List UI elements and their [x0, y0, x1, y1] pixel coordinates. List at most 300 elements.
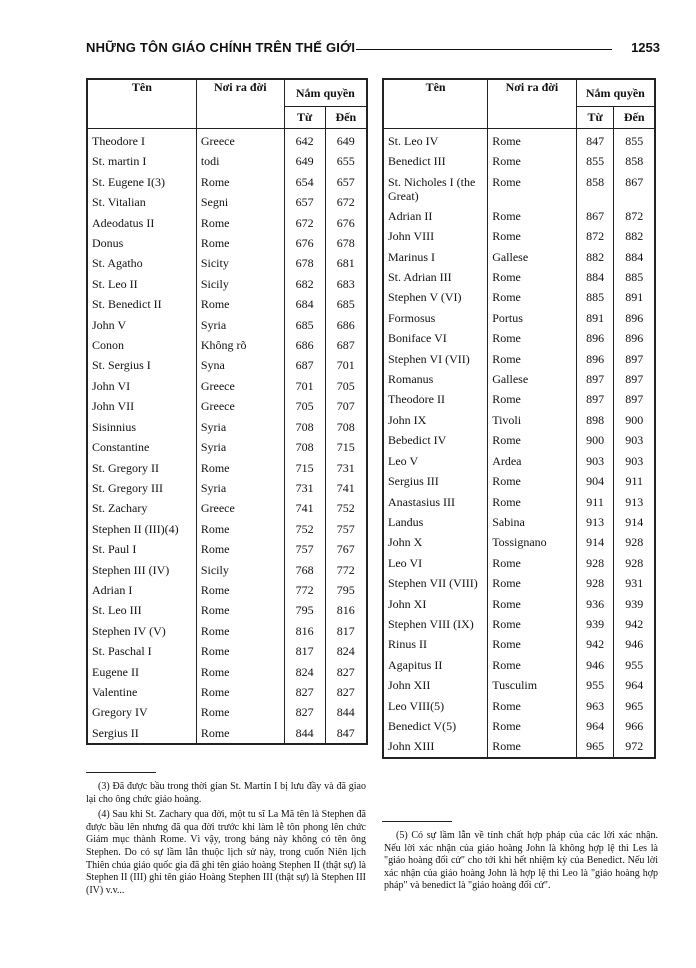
reign-to: 972 — [614, 736, 655, 757]
reign-from: 955 — [576, 675, 614, 695]
reign-to: 903 — [614, 451, 655, 471]
birthplace: Rome — [488, 716, 577, 736]
table-row — [87, 355, 367, 375]
reign-to: 683 — [325, 274, 367, 294]
reign-from: 904 — [576, 471, 614, 491]
birthplace: Rome — [488, 151, 577, 171]
reign-from: 687 — [284, 355, 325, 375]
table-row — [383, 410, 655, 430]
reign-to: 687 — [325, 335, 367, 355]
pope-name: John XII — [383, 675, 488, 695]
reign-to: 772 — [325, 560, 367, 580]
table-row — [87, 129, 367, 152]
birthplace: Sicity — [196, 253, 284, 273]
table-row — [87, 682, 367, 702]
birthplace: Rome — [488, 172, 577, 206]
birthplace: Rome — [196, 213, 284, 233]
footnotes-right — [384, 830, 658, 896]
table-row — [87, 519, 367, 539]
pope-name: Leo VIII(5) — [383, 696, 488, 716]
reign-from: 686 — [284, 335, 325, 355]
table-row — [87, 294, 367, 314]
birthplace: Rome — [488, 736, 577, 757]
reign-to: 767 — [325, 539, 367, 559]
table-row — [87, 539, 367, 559]
reign-to: 928 — [614, 532, 655, 552]
pope-name: Anastasius III — [383, 492, 488, 512]
birthplace: Gallese — [488, 369, 577, 389]
reign-to: 897 — [614, 369, 655, 389]
reign-from: 741 — [284, 498, 325, 518]
table-row — [383, 328, 655, 348]
reign-from: 827 — [284, 702, 325, 722]
reign-from: 936 — [576, 594, 614, 614]
pope-name: Adrian I — [87, 580, 196, 600]
pope-name: John XIII — [383, 736, 488, 757]
reign-to: 855 — [614, 129, 655, 152]
pope-name: Agapitus II — [383, 655, 488, 675]
table-row — [87, 396, 367, 416]
reign-from: 964 — [576, 716, 614, 736]
reign-from: 928 — [576, 553, 614, 573]
reign-from: 768 — [284, 560, 325, 580]
table-row — [87, 458, 367, 478]
reign-from: 657 — [284, 192, 325, 212]
pope-name: Stephen II (III)(4) — [87, 519, 196, 539]
reign-to: 681 — [325, 253, 367, 273]
birthplace: Rome — [196, 682, 284, 702]
col-header-name: Tên — [87, 79, 196, 129]
table-row — [383, 430, 655, 450]
pope-name: Sergius II — [87, 723, 196, 744]
table-row — [383, 512, 655, 532]
birthplace: Sabina — [488, 512, 577, 532]
reign-from: 827 — [284, 682, 325, 702]
running-header — [86, 40, 660, 60]
pope-name: Formosus — [383, 308, 488, 328]
pope-name: John XI — [383, 594, 488, 614]
reign-from: 928 — [576, 573, 614, 593]
pope-name: Stephen IV (V) — [87, 621, 196, 641]
birthplace: Rome — [488, 553, 577, 573]
table-row — [383, 634, 655, 654]
birthplace: Rome — [488, 614, 577, 634]
reign-to: 752 — [325, 498, 367, 518]
reign-to: 900 — [614, 410, 655, 430]
pope-name: St. Leo IV — [383, 129, 488, 152]
birthplace: Rome — [488, 226, 577, 246]
reign-to: 942 — [614, 614, 655, 634]
header-rule — [356, 49, 612, 50]
table-row — [383, 675, 655, 695]
pope-name: Stephen VII (VIII) — [383, 573, 488, 593]
birthplace: Rome — [488, 287, 577, 307]
pope-name: Donus — [87, 233, 196, 253]
reign-to: 896 — [614, 328, 655, 348]
birthplace: todi — [196, 151, 284, 171]
reign-to: 757 — [325, 519, 367, 539]
reign-to: 939 — [614, 594, 655, 614]
pope-name: St. Sergius I — [87, 355, 196, 375]
pope-name: St. Paschal I — [87, 641, 196, 661]
table-row — [87, 662, 367, 682]
pope-name: St. Nicholes I (the Great) — [383, 172, 488, 206]
reign-to: 649 — [325, 129, 367, 152]
birthplace: Rome — [196, 294, 284, 314]
table-row — [383, 151, 655, 171]
birthplace: Sicily — [196, 274, 284, 294]
reign-from: 867 — [576, 206, 614, 226]
reign-from: 882 — [576, 247, 614, 267]
table-row — [383, 716, 655, 736]
reign-from: 642 — [284, 129, 325, 152]
birthplace: Rome — [196, 172, 284, 192]
reign-to: 685 — [325, 294, 367, 314]
reign-from: 817 — [284, 641, 325, 661]
pope-name: Sisinnius — [87, 417, 196, 437]
reign-from: 965 — [576, 736, 614, 757]
table-row — [87, 253, 367, 273]
birthplace: Greece — [196, 129, 284, 152]
reign-to: 882 — [614, 226, 655, 246]
table-row — [87, 560, 367, 580]
pope-name: Rinus II — [383, 634, 488, 654]
pope-name: Adrian II — [383, 206, 488, 226]
birthplace: Rome — [488, 471, 577, 491]
pope-name: Landus — [383, 512, 488, 532]
reign-to: 657 — [325, 172, 367, 192]
reign-to: 955 — [614, 655, 655, 675]
reign-to: 707 — [325, 396, 367, 416]
birthplace: Không rõ — [196, 335, 284, 355]
birthplace: Rome — [196, 233, 284, 253]
birthplace: Rome — [196, 621, 284, 641]
table-row — [383, 451, 655, 471]
pope-name: Stephen V (VI) — [383, 287, 488, 307]
pope-name: Bebedict IV — [383, 430, 488, 450]
pope-name: Leo VI — [383, 553, 488, 573]
reign-to: 885 — [614, 267, 655, 287]
reign-from: 897 — [576, 369, 614, 389]
reign-from: 884 — [576, 267, 614, 287]
col-header-reign: Nắm quyền — [576, 79, 655, 107]
col-header-from: Từ — [284, 107, 325, 129]
pope-name: St. Adrian III — [383, 267, 488, 287]
pope-name: Gregory IV — [87, 702, 196, 722]
reign-from: 913 — [576, 512, 614, 532]
reign-from: 824 — [284, 662, 325, 682]
reign-from: 682 — [284, 274, 325, 294]
pope-name: Boniface VI — [383, 328, 488, 348]
reign-to: 884 — [614, 247, 655, 267]
page-number: 1253 — [631, 40, 660, 55]
reign-to: 966 — [614, 716, 655, 736]
col-header-to: Đến — [325, 107, 367, 129]
pope-name: Sergius III — [383, 471, 488, 491]
birthplace: Syna — [196, 355, 284, 375]
pope-name: Stephen VIII (IX) — [383, 614, 488, 634]
table-row — [87, 192, 367, 212]
reign-from: 731 — [284, 478, 325, 498]
reign-from: 844 — [284, 723, 325, 744]
birthplace: Rome — [488, 129, 577, 152]
birthplace: Rome — [196, 539, 284, 559]
footnotes-left — [86, 781, 366, 900]
reign-from: 896 — [576, 328, 614, 348]
reign-to: 891 — [614, 287, 655, 307]
reign-to: 708 — [325, 417, 367, 437]
pope-name: Eugene II — [87, 662, 196, 682]
table-row — [87, 478, 367, 498]
reign-to: 964 — [614, 675, 655, 695]
birthplace: Greece — [196, 376, 284, 396]
pope-name: Stephen III (IV) — [87, 560, 196, 580]
table-row — [383, 471, 655, 491]
reign-from: 858 — [576, 172, 614, 206]
reign-to: 817 — [325, 621, 367, 641]
reign-from: 757 — [284, 539, 325, 559]
table-row — [383, 349, 655, 369]
table-row — [383, 553, 655, 573]
reign-from: 649 — [284, 151, 325, 171]
pope-name: John VI — [87, 376, 196, 396]
reign-from: 752 — [284, 519, 325, 539]
reign-to: 731 — [325, 458, 367, 478]
reign-from: 676 — [284, 233, 325, 253]
footnote-rule — [382, 821, 452, 822]
birthplace: Rome — [196, 662, 284, 682]
table-row — [87, 641, 367, 661]
table-row — [383, 573, 655, 593]
reign-to: 705 — [325, 376, 367, 396]
pope-name: Theodore II — [383, 389, 488, 409]
table-row — [87, 723, 367, 744]
pope-name: Marinus I — [383, 247, 488, 267]
pope-name: John X — [383, 532, 488, 552]
birthplace: Portus — [488, 308, 577, 328]
reign-to: 827 — [325, 662, 367, 682]
reign-to: 816 — [325, 600, 367, 620]
reign-to: 914 — [614, 512, 655, 532]
pope-name: St. Gregory II — [87, 458, 196, 478]
birthplace: Rome — [488, 267, 577, 287]
col-header-reign: Nắm quyền — [284, 79, 367, 107]
table-row — [383, 172, 655, 206]
birthplace: Rome — [196, 519, 284, 539]
birthplace: Greece — [196, 396, 284, 416]
reign-from: 715 — [284, 458, 325, 478]
birthplace: Rome — [488, 328, 577, 348]
birthplace: Greece — [196, 498, 284, 518]
table-row — [383, 696, 655, 716]
table-row — [383, 594, 655, 614]
birthplace: Tossignano — [488, 532, 577, 552]
table-row — [383, 492, 655, 512]
reign-to: 911 — [614, 471, 655, 491]
birthplace: Syria — [196, 437, 284, 457]
birthplace: Rome — [196, 702, 284, 722]
table-row — [383, 389, 655, 409]
reign-from: 898 — [576, 410, 614, 430]
pope-name: St. Benedict II — [87, 294, 196, 314]
reign-from: 684 — [284, 294, 325, 314]
reign-to: 867 — [614, 172, 655, 206]
reign-to: 946 — [614, 634, 655, 654]
birthplace: Rome — [488, 655, 577, 675]
pope-name: St. Agatho — [87, 253, 196, 273]
pope-name: St. Leo II — [87, 274, 196, 294]
birthplace: Rome — [488, 634, 577, 654]
reign-from: 885 — [576, 287, 614, 307]
pope-name: St. Leo III — [87, 600, 196, 620]
birthplace: Tusculim — [488, 675, 577, 695]
reign-to: 858 — [614, 151, 655, 171]
birthplace: Rome — [196, 580, 284, 600]
birthplace: Rome — [488, 594, 577, 614]
col-header-origin: Nơi ra đời — [488, 79, 577, 129]
reign-to: 913 — [614, 492, 655, 512]
birthplace: Rome — [488, 206, 577, 226]
table-row — [383, 247, 655, 267]
birthplace: Sicily — [196, 560, 284, 580]
table-row — [87, 172, 367, 192]
reign-from: 708 — [284, 437, 325, 457]
birthplace: Syria — [196, 478, 284, 498]
reign-from: 847 — [576, 129, 614, 152]
reign-to: 931 — [614, 573, 655, 593]
table-row — [87, 274, 367, 294]
reign-to: 844 — [325, 702, 367, 722]
reign-to: 896 — [614, 308, 655, 328]
pope-name: Conon — [87, 335, 196, 355]
birthplace: Segni — [196, 192, 284, 212]
reign-from: 795 — [284, 600, 325, 620]
footnote: (5) Có sự lầm lẫn về tính chất hợp pháp của các lời xác nhận. Nếu lời xác nhận của giáo hoàng John là không hợp lệ thì Les là "giáo hoàng đối cử" cho tới khi hết nhiệm kỳ của Benedict. Nếu lời xác nhận của giáo hoàng John là hợp lệ thì Leo là "giáo hoàng hợp pháp" và benedict là "giáo hoàng đối cử". — [384, 830, 658, 892]
reign-to: 672 — [325, 192, 367, 212]
reign-from: 900 — [576, 430, 614, 450]
reign-from: 939 — [576, 614, 614, 634]
reign-to: 847 — [325, 723, 367, 744]
reign-to: 965 — [614, 696, 655, 716]
reign-to: 928 — [614, 553, 655, 573]
table-row — [87, 600, 367, 620]
table-row — [383, 267, 655, 287]
pope-name: John V — [87, 315, 196, 335]
birthplace: Tivoli — [488, 410, 577, 430]
birthplace: Ardea — [488, 451, 577, 471]
pope-table-left — [86, 78, 368, 745]
table-row — [87, 437, 367, 457]
reign-from: 872 — [576, 226, 614, 246]
reign-to: 678 — [325, 233, 367, 253]
pope-name: Theodore I — [87, 129, 196, 152]
reign-to: 701 — [325, 355, 367, 375]
table-row — [383, 369, 655, 389]
table-row — [383, 287, 655, 307]
birthplace: Rome — [488, 573, 577, 593]
birthplace: Rome — [488, 349, 577, 369]
birthplace: Rome — [488, 492, 577, 512]
pope-name: St. martin I — [87, 151, 196, 171]
pope-name: St. Zachary — [87, 498, 196, 518]
reign-from: 946 — [576, 655, 614, 675]
birthplace: Rome — [488, 430, 577, 450]
pope-name: Romanus — [383, 369, 488, 389]
footnote-rule — [86, 772, 156, 773]
reign-from: 911 — [576, 492, 614, 512]
pope-name: St. Eugene I(3) — [87, 172, 196, 192]
table-row — [383, 226, 655, 246]
reign-to: 741 — [325, 478, 367, 498]
reign-from: 705 — [284, 396, 325, 416]
table-row — [87, 580, 367, 600]
birthplace: Rome — [196, 641, 284, 661]
birthplace: Rome — [196, 600, 284, 620]
footnote: (4) Sau khi St. Zachary qua đời, một tu sĩ La Mã tên là Stephen đã được bầu lên nhưng đã qua đời trước khi làm lễ tôn phong lên chức Giám mục thành Rome. Vì vậy, trong bảng này không có tên ông Stephen. Do có sự lầm lẫn thuộc lịch sử này, trong cuốn Niên lịch Thiên chúa giáo quốc gia đã ghi tên giáo hoàng Stephen II (thật sự) là Stephen II (III) ghi tên giáo Hoàng Stephen III (thật sự) là Stephen III (IV) v.v... — [86, 809, 366, 896]
reign-from: 708 — [284, 417, 325, 437]
pope-name: St. Paul I — [87, 539, 196, 559]
reign-from: 963 — [576, 696, 614, 716]
pope-name: Adeodatus II — [87, 213, 196, 233]
birthplace: Gallese — [488, 247, 577, 267]
table-row — [383, 532, 655, 552]
reign-from: 672 — [284, 213, 325, 233]
reign-to: 676 — [325, 213, 367, 233]
reign-to: 686 — [325, 315, 367, 335]
reign-to: 795 — [325, 580, 367, 600]
table-row — [87, 233, 367, 253]
reign-from: 654 — [284, 172, 325, 192]
footnote: (3) Đã được bầu trong thời gian St. Martin I bị lưu đầy và đã giao lại cho ông chức giáo hoàng. — [86, 781, 366, 805]
reign-to: 897 — [614, 349, 655, 369]
table-row — [87, 151, 367, 171]
reign-from: 685 — [284, 315, 325, 335]
reign-to: 715 — [325, 437, 367, 457]
table-row — [383, 129, 655, 152]
reign-from: 816 — [284, 621, 325, 641]
table-row — [383, 206, 655, 226]
birthplace: Rome — [196, 458, 284, 478]
reign-from: 891 — [576, 308, 614, 328]
table-row — [87, 213, 367, 233]
col-header-from: Từ — [576, 107, 614, 129]
reign-from: 903 — [576, 451, 614, 471]
col-header-name: Tên — [383, 79, 488, 129]
pope-name: Leo V — [383, 451, 488, 471]
reign-to: 872 — [614, 206, 655, 226]
reign-to: 655 — [325, 151, 367, 171]
birthplace: Syria — [196, 417, 284, 437]
pope-name: Valentine — [87, 682, 196, 702]
table-row — [87, 498, 367, 518]
col-header-origin: Nơi ra đời — [196, 79, 284, 129]
reign-from: 678 — [284, 253, 325, 273]
table-row — [87, 376, 367, 396]
pope-name: St. Vitalian — [87, 192, 196, 212]
pope-table-right — [382, 78, 656, 759]
pope-name: John IX — [383, 410, 488, 430]
pope-name: John VIII — [383, 226, 488, 246]
pope-name: Benedict V(5) — [383, 716, 488, 736]
birthplace: Rome — [488, 696, 577, 716]
pope-name: Benedict III — [383, 151, 488, 171]
reign-from: 896 — [576, 349, 614, 369]
table-row — [87, 417, 367, 437]
table-row — [87, 315, 367, 335]
table-row — [87, 335, 367, 355]
col-header-to: Đến — [614, 107, 655, 129]
reign-from: 914 — [576, 532, 614, 552]
